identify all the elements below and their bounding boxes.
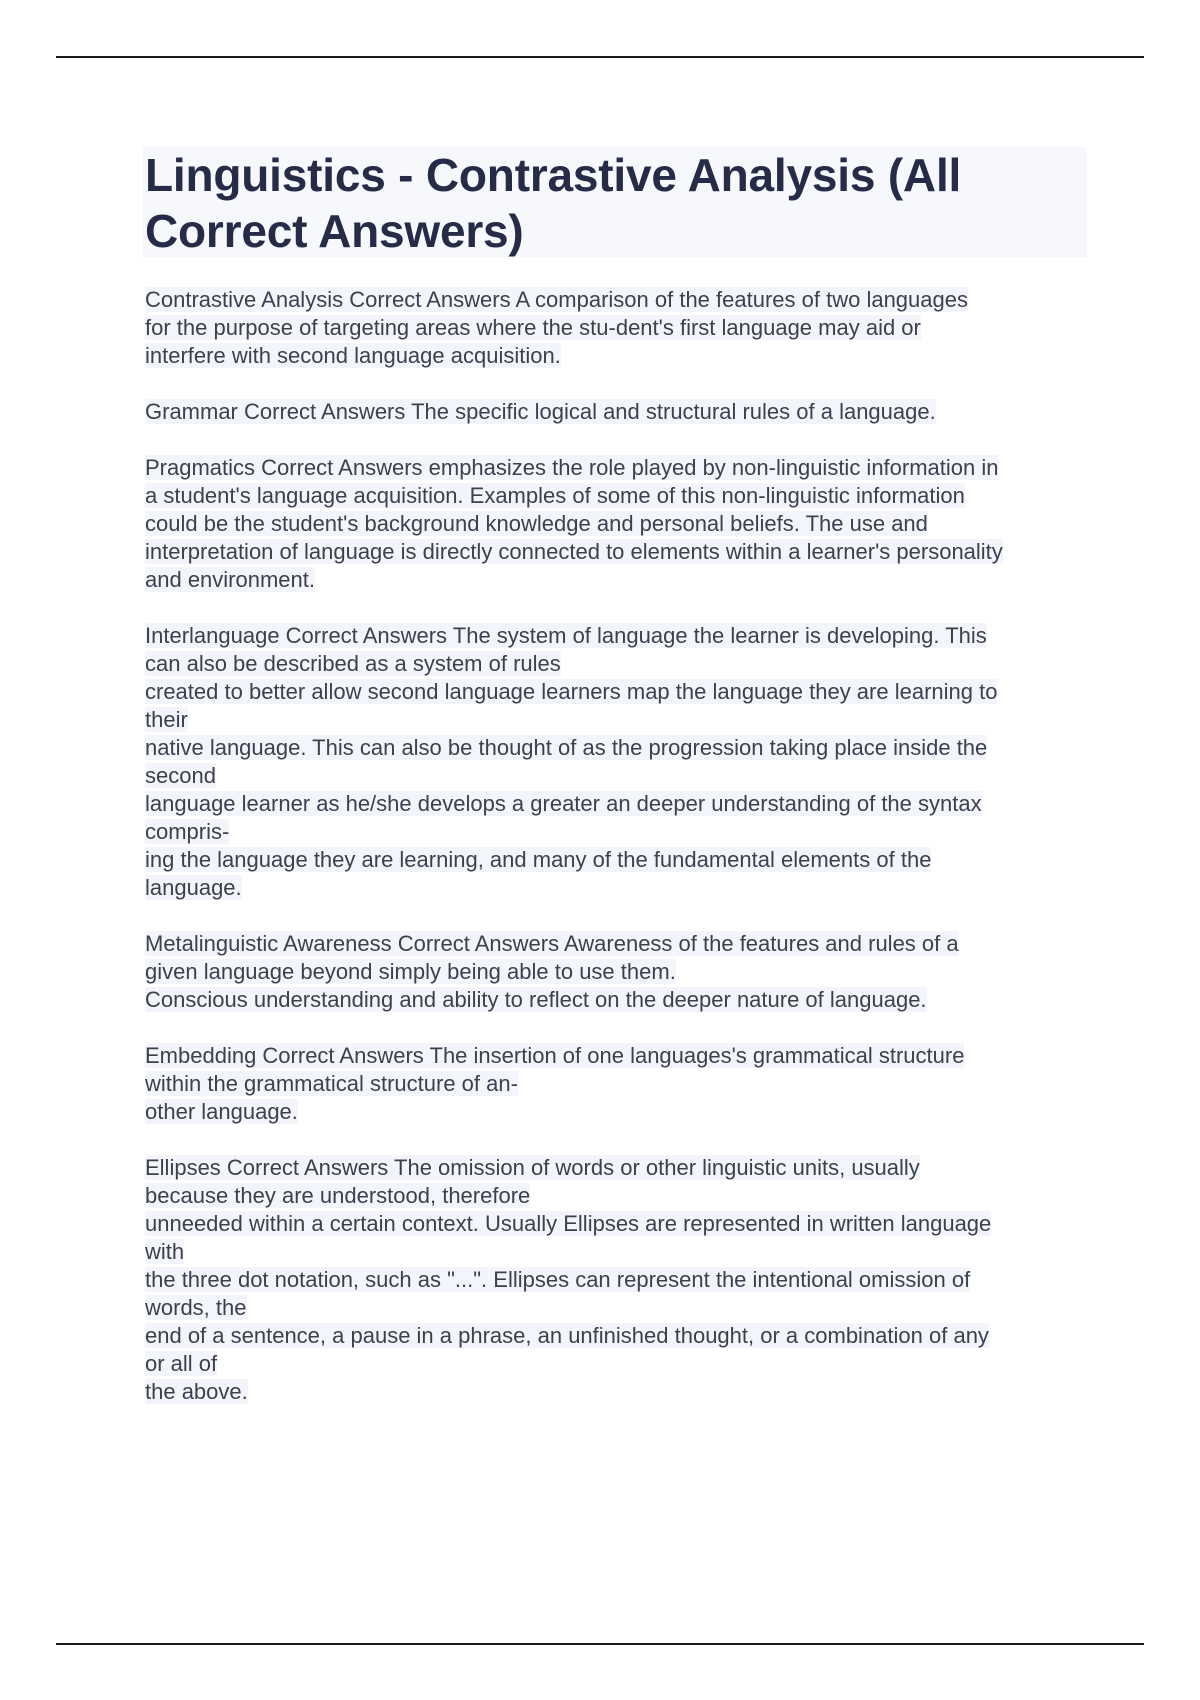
entry-text-line — [145, 1322, 1087, 1350]
entry-text: and environment. — [145, 567, 315, 592]
bottom-rule — [56, 1643, 1144, 1645]
title-line: Linguistics - Contrastive Analysis (All — [145, 149, 962, 201]
glossary-entry — [145, 454, 1087, 594]
entry-text-line — [145, 566, 1087, 594]
entry-text-line — [145, 1294, 1087, 1322]
entry-text-line — [145, 314, 1087, 342]
entry-text-line — [145, 398, 1087, 426]
entry-text: their — [145, 707, 188, 732]
page-title — [145, 147, 1081, 259]
entry-text-line — [145, 1378, 1087, 1406]
entry-text-line — [145, 678, 1087, 706]
entry-text-line — [145, 874, 1087, 902]
entry-text: Conscious understanding and ability to reflect on the deeper nature of language. — [145, 987, 927, 1012]
entry-text-line — [145, 706, 1087, 734]
entry-text: Ellipses Correct Answers The omission of words or other linguistic units, usually — [145, 1155, 920, 1180]
entry-text-line — [145, 1070, 1087, 1098]
entry-text: for the purpose of targeting areas where the stu-dent's first language may aid or — [145, 315, 921, 340]
entry-text-line — [145, 734, 1087, 762]
entry-text-line — [145, 790, 1087, 818]
entry-text: native language. This can also be thought of as the progression taking place inside the — [145, 735, 988, 760]
top-rule — [56, 56, 1144, 58]
glossary-entry — [145, 1042, 1087, 1126]
entry-text: unneeded within a certain context. Usually Ellipses are represented in written language — [145, 1211, 992, 1236]
entry-text: a student's language acquisition. Examples of some of this non-linguistic information — [145, 483, 965, 508]
entry-text: interpretation of language is directly connected to elements within a learner's personality — [145, 539, 1003, 564]
entry-text-line — [145, 342, 1087, 370]
entry-text-line — [145, 958, 1087, 986]
entry-text-line — [145, 762, 1087, 790]
entry-text-line — [145, 1154, 1087, 1182]
entry-text: compris- — [145, 819, 230, 844]
glossary-entry — [145, 1154, 1087, 1406]
entry-text: language. — [145, 875, 242, 900]
entry-text: end of a sentence, a pause in a phrase, an unfinished thought, or a combination of any — [145, 1323, 989, 1348]
entry-text-line — [145, 1266, 1087, 1294]
glossary-entry — [145, 930, 1087, 1014]
title-line: Correct Answers) — [145, 205, 524, 257]
entry-text-line — [145, 986, 1087, 1014]
entry-text-line — [145, 930, 1087, 958]
entry-text: given language beyond simply being able to use them. — [145, 959, 676, 984]
entry-text-line — [145, 482, 1087, 510]
document-content — [145, 147, 1087, 1434]
entry-text: created to better allow second language learners map the language they are learning to — [145, 679, 998, 704]
entry-text-line — [145, 286, 1087, 314]
title-block — [143, 147, 1087, 257]
entry-text: Metalinguistic Awareness Correct Answers Awareness of the features and rules of a — [145, 931, 959, 956]
entry-text: or all of — [145, 1351, 218, 1376]
entry-text-line — [145, 1098, 1087, 1126]
entry-text-line — [145, 818, 1087, 846]
glossary-entry — [145, 398, 1087, 426]
entry-text: Grammar Correct Answers The specific logical and structural rules of a language. — [145, 399, 936, 424]
entry-text-line — [145, 1042, 1087, 1070]
entry-text: with — [145, 1239, 185, 1264]
entry-text-line — [145, 1350, 1087, 1378]
entry-text: other language. — [145, 1099, 298, 1124]
entry-text-line — [145, 1210, 1087, 1238]
entry-text: can also be described as a system of rules — [145, 651, 561, 676]
entry-text: ing the language they are learning, and many of the fundamental elements of the — [145, 847, 932, 872]
entry-text-line — [145, 622, 1087, 650]
entry-text: could be the student's background knowledge and personal beliefs. The use and — [145, 511, 928, 536]
entry-text: words, the — [145, 1295, 247, 1320]
glossary-entry — [145, 622, 1087, 902]
entry-text-line — [145, 510, 1087, 538]
entry-text: second — [145, 763, 216, 788]
entry-text-line — [145, 538, 1087, 566]
entry-text: the above. — [145, 1379, 248, 1404]
entry-text-line — [145, 650, 1087, 678]
entry-text-line — [145, 1182, 1087, 1210]
entry-list — [145, 286, 1087, 1406]
glossary-entry — [145, 286, 1087, 370]
entry-text: language learner as he/she develops a greater an deeper understanding of the syntax — [145, 791, 982, 816]
entry-text: because they are understood, therefore — [145, 1183, 531, 1208]
entry-text: Interlanguage Correct Answers The system of language the learner is developing. This — [145, 623, 987, 648]
entry-text: within the grammatical structure of an- — [145, 1071, 518, 1096]
entry-text: Embedding Correct Answers The insertion of one languages's grammatical structure — [145, 1043, 965, 1068]
entry-text: Contrastive Analysis Correct Answers A comparison of the features of two languages — [145, 287, 968, 312]
entry-text-line — [145, 846, 1087, 874]
entry-text: Pragmatics Correct Answers emphasizes the role played by non-linguistic information in — [145, 455, 999, 480]
entry-text-line — [145, 1238, 1087, 1266]
entry-text: the three dot notation, such as "...". Ellipses can represent the intentional omission of — [145, 1267, 971, 1292]
entry-text-line — [145, 454, 1087, 482]
entry-text: interfere with second language acquisition. — [145, 343, 561, 368]
